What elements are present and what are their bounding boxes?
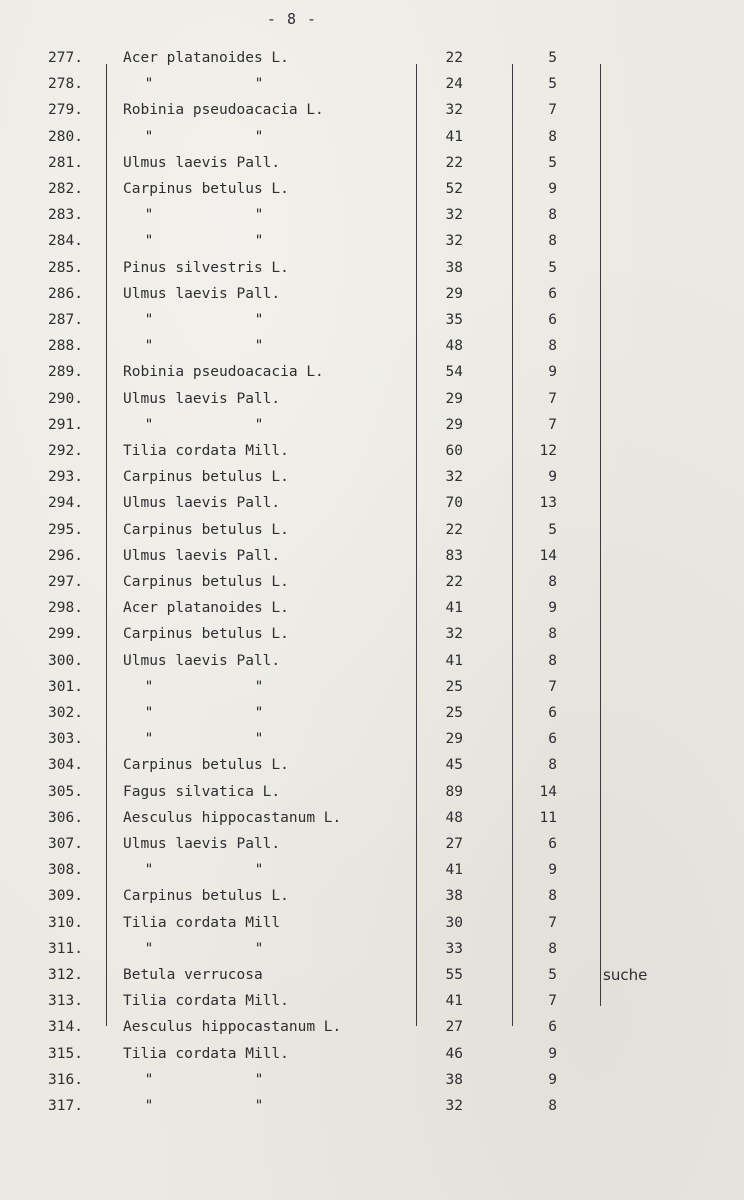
diameter-value: 35 [445,312,463,328]
diameter-value: 41 [445,128,463,145]
ditto-mark-genus: " [144,233,154,250]
diameter-value: 32 [445,102,463,119]
species-name: Aesculus hippocastanum L. [123,1019,342,1036]
row-number: 290. [48,390,83,407]
species-name: Ulmus laevis Pall. [123,547,281,564]
species-name: Aesculus hippocastanum L. [123,809,342,826]
row-number: 310. [48,914,83,931]
species-name: Ulmus laevis Pall. [123,390,281,407]
diameter-value: 41 [445,652,463,669]
height-value: 6 [548,836,557,852]
diameter-value: 30 [445,914,463,931]
height-value: 6 [548,312,557,328]
height-value: 8 [548,574,557,590]
row-number: 292. [48,443,83,459]
ditto-mark-genus: " [144,416,154,433]
height-value: 9 [548,181,557,197]
height-value: 8 [548,652,557,669]
species-name: Carpinus betulus L. [123,574,289,590]
table-row [0,443,744,469]
table-row [0,129,744,155]
table-row [0,574,744,600]
row-number: 282. [48,181,83,197]
species-name: Carpinus betulus L. [123,469,289,486]
row-number: 305. [48,783,83,800]
height-value: 8 [548,233,557,250]
height-value: 8 [548,940,557,957]
table-row [0,888,744,914]
row-number: 313. [48,993,83,1010]
table-row [0,50,744,76]
ditto-mark-genus: " [144,338,154,355]
ditto-mark-genus: " [144,705,154,721]
species-name: Tilia cordata Mill. [123,443,289,459]
table-row [0,600,744,626]
table-row [0,784,744,810]
row-number: 299. [48,626,83,643]
table-row [0,417,744,443]
ditto-mark-species: " [254,705,264,721]
species-name: Carpinus betulus L. [123,757,289,774]
height-value: 6 [548,705,557,721]
row-number: 311. [48,940,83,957]
height-value: 9 [548,364,557,381]
row-number: 317. [48,1098,83,1114]
ditto-mark-genus: " [144,940,154,957]
row-number: 280. [48,128,83,145]
species-name: Carpinus betulus L. [123,181,289,197]
height-value: 9 [548,1071,557,1088]
diameter-value: 38 [445,888,463,905]
height-value: 5 [548,76,557,93]
ditto-mark-genus: " [144,207,154,224]
height-value: 7 [548,102,557,119]
diameter-value: 29 [445,416,463,433]
ditto-mark-species: " [254,940,264,957]
ditto-mark-genus: " [144,1071,154,1088]
table-row [0,757,744,783]
species-name: Pinus silvestris L. [123,259,289,276]
table-row [0,653,744,679]
diameter-value: 32 [445,469,463,486]
diameter-value: 41 [445,862,463,879]
height-value: 5 [548,50,557,66]
row-number: 308. [48,862,83,879]
row-number: 288. [48,338,83,355]
diameter-value: 89 [445,783,463,800]
species-name: Betula verrucosa [123,967,263,983]
species-name: Carpinus betulus L. [123,888,289,905]
species-name: Tilia cordata Mill [123,914,281,931]
species-name: Robinia pseudoacacia L. [123,364,324,381]
diameter-value: 55 [445,967,463,983]
diameter-value: 22 [445,521,463,538]
ditto-mark-species: " [254,338,264,355]
table-row [0,810,744,836]
ditto-mark-genus: " [144,862,154,879]
table-row [0,181,744,207]
ditto-mark-genus: " [144,731,154,748]
height-value: 8 [548,757,557,774]
diameter-value: 24 [445,76,463,93]
ditto-mark-genus: " [144,312,154,328]
row-number: 291. [48,416,83,433]
diameter-value: 32 [445,233,463,250]
height-value: 5 [548,259,557,276]
diameter-value: 48 [445,809,463,826]
species-name: Robinia pseudoacacia L. [123,102,324,119]
row-number: 301. [48,678,83,695]
table-row [0,233,744,259]
table-row [0,469,744,495]
ditto-mark-species: " [254,128,264,145]
height-value: 7 [548,678,557,695]
height-value: 14 [539,783,557,800]
page-number: - 8 - [266,10,318,28]
height-value: 9 [548,1045,557,1062]
row-number: 304. [48,757,83,774]
row-number: 297. [48,574,83,590]
height-value: 14 [539,547,557,564]
height-value: 7 [548,914,557,931]
table-row [0,941,744,967]
species-name: Tilia cordata Mill. [123,1045,289,1062]
diameter-value: 48 [445,338,463,355]
diameter-value: 25 [445,705,463,721]
diameter-value: 38 [445,259,463,276]
height-value: 5 [548,521,557,538]
height-value: 7 [548,416,557,433]
table-row [0,312,744,338]
row-number: 283. [48,207,83,224]
diameter-value: 70 [445,495,463,512]
diameter-value: 29 [445,731,463,748]
row-number: 309. [48,888,83,905]
height-value: 6 [548,731,557,748]
row-number: 286. [48,285,83,302]
diameter-value: 29 [445,390,463,407]
table-row [0,102,744,128]
ditto-mark-genus: " [144,678,154,695]
table-row [0,915,744,941]
row-number: 302. [48,705,83,721]
species-name: Ulmus laevis Pall. [123,154,281,171]
ditto-mark-species: " [254,207,264,224]
height-value: 6 [548,1019,557,1036]
table-row [0,626,744,652]
row-number: 289. [48,364,83,381]
ditto-mark-species: " [254,312,264,328]
table-row [0,260,744,286]
diameter-value: 25 [445,678,463,695]
species-name: Ulmus laevis Pall. [123,285,281,302]
row-number: 293. [48,469,83,486]
diameter-value: 52 [445,181,463,197]
height-value: 9 [548,469,557,486]
row-number: 303. [48,731,83,748]
row-number: 281. [48,154,83,171]
remark-note: suche [603,966,648,984]
diameter-value: 38 [445,1071,463,1088]
diameter-value: 27 [445,1019,463,1036]
ditto-mark-species: " [254,862,264,879]
diameter-value: 29 [445,285,463,302]
species-name: Fagus silvatica L. [123,783,281,800]
diameter-value: 32 [445,626,463,643]
table-row [0,391,744,417]
table-row [0,967,744,993]
row-number: 296. [48,547,83,564]
row-number: 294. [48,495,83,512]
table-row [0,993,744,1019]
row-number: 284. [48,233,83,250]
height-value: 7 [548,390,557,407]
table-row [0,548,744,574]
height-value: 9 [548,600,557,617]
table-row [0,1098,744,1124]
species-name: Ulmus laevis Pall. [123,836,281,852]
height-value: 5 [548,154,557,171]
table-row [0,338,744,364]
row-number: 300. [48,652,83,669]
row-number: 315. [48,1045,83,1062]
table-row [0,1046,744,1072]
height-value: 8 [548,128,557,145]
species-name: Carpinus betulus L. [123,521,289,538]
table-row [0,522,744,548]
diameter-value: 45 [445,757,463,774]
ditto-mark-genus: " [144,128,154,145]
diameter-value: 22 [445,154,463,171]
diameter-value: 60 [445,443,463,459]
ditto-mark-genus: " [144,76,154,93]
ditto-mark-genus: " [144,1098,154,1114]
table-row [0,207,744,233]
height-value: 8 [548,207,557,224]
diameter-value: 32 [445,207,463,224]
row-number: 312. [48,967,83,983]
height-value: 6 [548,285,557,302]
ditto-mark-species: " [254,1071,264,1088]
table-row [0,705,744,731]
row-number: 306. [48,809,83,826]
table-row [0,679,744,705]
diameter-value: 32 [445,1098,463,1114]
row-number: 285. [48,259,83,276]
species-name: Acer platanoides L. [123,50,289,66]
ditto-mark-species: " [254,76,264,93]
ditto-mark-species: " [254,233,264,250]
diameter-value: 33 [445,940,463,957]
height-value: 8 [548,626,557,643]
diameter-value: 54 [445,364,463,381]
table-row [0,836,744,862]
diameter-value: 22 [445,50,463,66]
row-number: 279. [48,102,83,119]
height-value: 8 [548,338,557,355]
table-row [0,731,744,757]
species-name: Ulmus laevis Pall. [123,495,281,512]
row-number: 277. [48,50,83,66]
row-number: 278. [48,76,83,93]
ditto-mark-species: " [254,731,264,748]
row-number: 287. [48,312,83,328]
height-value: 11 [539,809,557,826]
height-value: 7 [548,993,557,1010]
diameter-value: 46 [445,1045,463,1062]
row-number: 307. [48,836,83,852]
table-row [0,364,744,390]
height-value: 9 [548,862,557,879]
table-row [0,76,744,102]
height-value: 12 [539,443,557,459]
table-row [0,286,744,312]
row-number: 295. [48,521,83,538]
ditto-mark-species: " [254,1098,264,1114]
diameter-value: 41 [445,993,463,1010]
diameter-value: 83 [445,547,463,564]
ditto-mark-species: " [254,678,264,695]
row-number: 314. [48,1019,83,1036]
diameter-value: 22 [445,574,463,590]
table-row [0,495,744,521]
species-name: Tilia cordata Mill. [123,993,289,1010]
height-value: 8 [548,888,557,905]
table-row [0,862,744,888]
species-name: Ulmus laevis Pall. [123,652,281,669]
height-value: 5 [548,967,557,983]
diameter-value: 41 [445,600,463,617]
table-row [0,1072,744,1098]
row-number: 316. [48,1071,83,1088]
species-name: Carpinus betulus L. [123,626,289,643]
height-value: 13 [539,495,557,512]
row-number: 298. [48,600,83,617]
table-row [0,155,744,181]
ditto-mark-species: " [254,416,264,433]
diameter-value: 27 [445,836,463,852]
table-row [0,1019,744,1045]
species-name: Acer platanoides L. [123,600,289,617]
height-value: 8 [548,1098,557,1114]
